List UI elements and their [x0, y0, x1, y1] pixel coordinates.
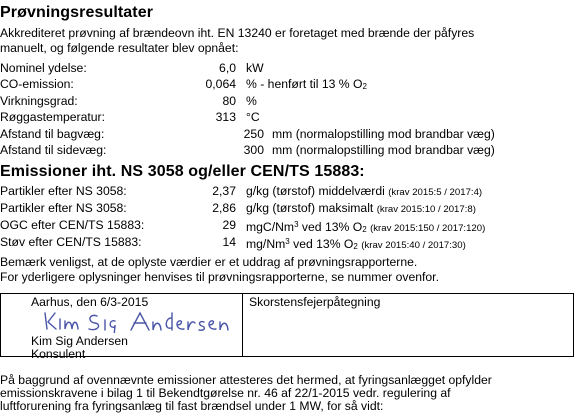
- emission-unit: mg/Nm$^3$ ved 13% O2 (krav 2015:40 / 2017:30): [246, 237, 466, 251]
- result-value: 6,0: [219, 61, 236, 75]
- result-label: Afstand til sidevæg:: [0, 143, 107, 157]
- result-unit: %: [246, 94, 257, 108]
- emission-value: 14: [222, 235, 236, 249]
- emission-row: [0, 183, 575, 199]
- signature-divider: [242, 294, 243, 356]
- chimney-sweep-endorsement-title: Skorstensfejerpåtegning: [249, 295, 381, 309]
- conclusion-line-2: emissionskravene i bilag 1 til Bekendtgørelse nr. 46 af 22/1-2015 vedr. regulering af: [0, 386, 451, 400]
- signature-place-date: Aarhus, den 6/3-2015: [31, 295, 149, 309]
- result-row: [0, 142, 575, 158]
- result-unit: kW: [246, 61, 264, 75]
- intro-line-2: manuelt, og følgende resultater blev opnået:: [0, 41, 239, 55]
- signature-box: [0, 293, 574, 361]
- emissions-heading: Emissioner iht. NS 3058 og/eller CEN/TS 15883:: [0, 163, 365, 180]
- emission-unit: g/kg (tørstof) maksimalt (krav 2015:10 / 2017:8): [246, 201, 476, 215]
- emission-unit: mgC/Nm$^3$ ved 13% O2 (krav 2015:150 / 2017:120): [246, 220, 486, 234]
- emission-label: Støv efter CEN/TS 15883:: [0, 235, 142, 249]
- result-value: 300: [243, 143, 264, 157]
- result-unit: °C: [246, 110, 260, 124]
- emission-unit: g/kg (tørstof) middelværdi (krav 2015:5 / 2017:4): [246, 184, 483, 198]
- emission-row: [0, 200, 575, 216]
- intro-line-1: Akkrediteret prøvning af brændeovn iht. EN 13240 er foretaget med brænde der påfyres: [0, 26, 475, 40]
- emission-value: 2,86: [212, 201, 236, 215]
- conclusion-line-3: luftforurening fra fyringsanlæg til fast brændsel under 1 MW, for så vidt:: [0, 399, 384, 413]
- page-title: Prøvningsresultater: [0, 4, 154, 21]
- result-row: [0, 76, 575, 92]
- result-value: 0,064: [205, 77, 236, 91]
- result-value: 250: [243, 127, 264, 141]
- result-value: 313: [215, 110, 236, 124]
- emission-label: Partikler efter NS 3058:: [0, 201, 127, 215]
- conclusion-line-1: På baggrund af ovennævnte emissioner attesteres det hermed, at fyringsanlægget opfylder: [0, 373, 492, 387]
- result-label: CO-emission:: [0, 77, 74, 91]
- emission-label: OGC efter CEN/TS 15883:: [0, 218, 145, 232]
- signatory-title: Konsulent: [31, 347, 86, 361]
- remark-line-1: Bemærk venligst, at de oplyste værdier er et uddrag af prøvningsrapporterne.: [0, 255, 418, 269]
- result-label: Virkningsgrad:: [0, 94, 78, 108]
- signatory-name: Kim Sig Andersen: [31, 334, 128, 348]
- result-row: [0, 60, 575, 76]
- result-label: Afstand til bagvæg:: [0, 127, 105, 141]
- result-label: Nominel ydelse:: [0, 61, 87, 75]
- emission-value: 2,37: [212, 184, 236, 198]
- result-row: [0, 126, 575, 142]
- result-unit: % - henført til 13 % O2: [246, 77, 367, 91]
- result-unit: mm (normalopstilling mod brandbar væg): [272, 127, 495, 141]
- handwritten-signature: [41, 309, 231, 333]
- result-value: 80: [222, 94, 236, 108]
- emission-label: Partikler efter NS 3058:: [0, 184, 127, 198]
- remark-line-2: For yderligere oplysninger henvises til prøvningsrapporterne, se nummer ovenfor.: [0, 270, 439, 284]
- result-row: [0, 93, 575, 109]
- emission-row: [0, 234, 575, 250]
- emission-row: [0, 217, 575, 233]
- emission-value: 29: [222, 218, 236, 232]
- result-row: [0, 109, 575, 125]
- result-unit: mm (normalopstilling mod brandbar væg): [272, 143, 495, 157]
- result-label: Røggastemperatur:: [0, 110, 105, 124]
